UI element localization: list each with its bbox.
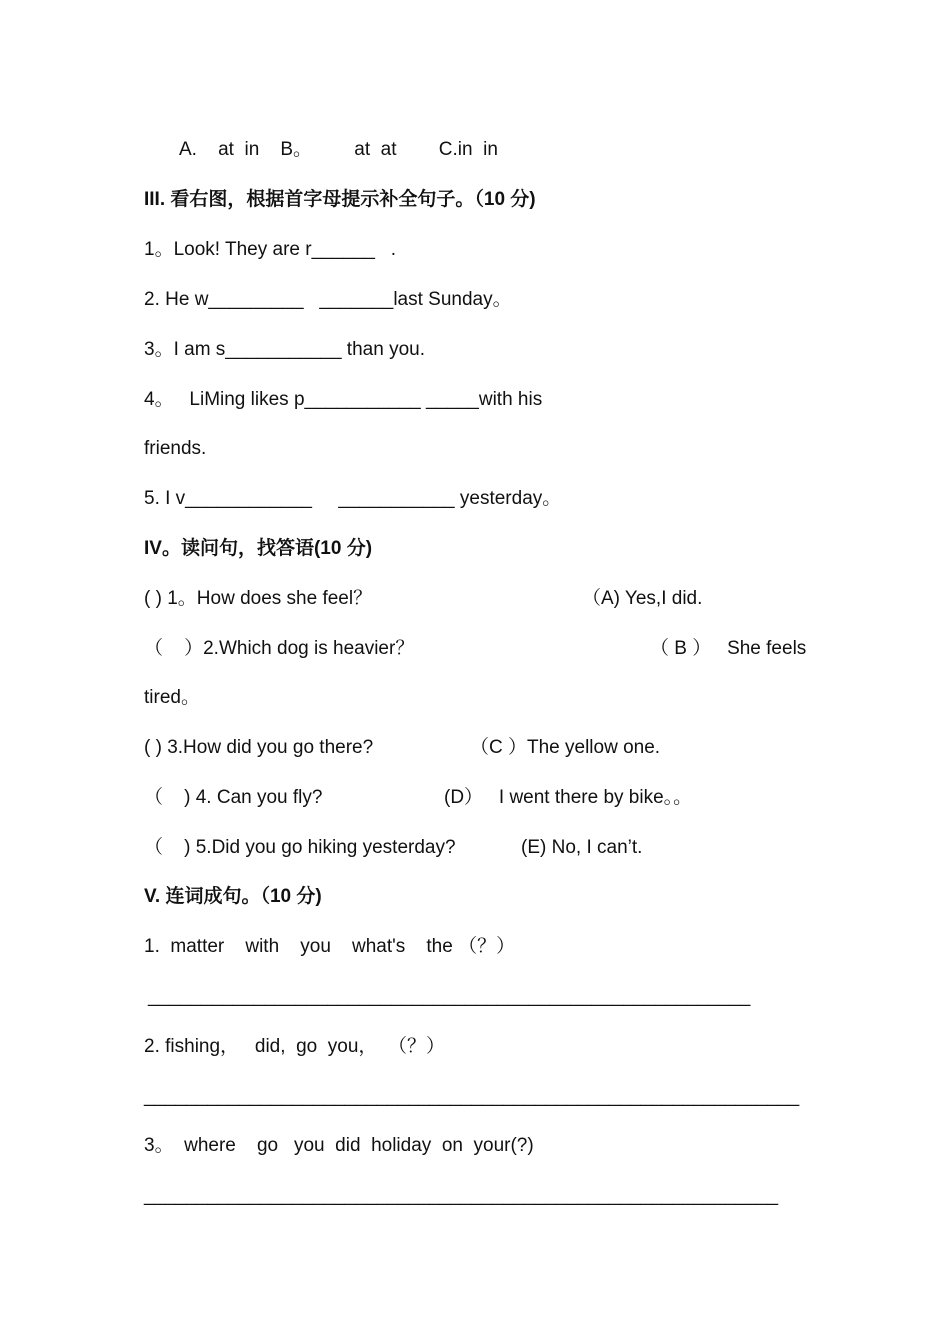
word-order-2: 2. fishing， did, go you， （？） <box>144 1036 445 1057</box>
fill-sentence-4: 4。 LiMing likes p___________ _____with his <box>144 389 543 410</box>
answer-b: （ B ） She feels <box>650 638 807 659</box>
answer-c: （C ）The yellow one. <box>470 737 661 758</box>
section-3-heading: III. 看右图，根据首字母提示补全句子。（10 分) <box>144 189 536 210</box>
answer-d: (D） I went there by bike。。 <box>444 787 693 808</box>
answer-e: (E) No, I can’t. <box>521 837 643 858</box>
word-order-1: 1. matter with you what's the （？） <box>144 936 516 957</box>
answer-line-3[interactable]: ____________________________________________________________ <box>144 1185 779 1206</box>
question-2: （ ）2.Which dog is heavier？ <box>144 638 415 659</box>
word-order-3: 3。 where go you did holiday on your(?) <box>144 1135 534 1156</box>
question-3: ( ) 3.How did you go there? <box>144 737 374 758</box>
fill-sentence-3: 3。I am s___________ than you. <box>144 339 425 360</box>
question-5: （ ) 5.Did you go hiking yesterday? <box>144 837 456 858</box>
q2-options: A. at in B。 at at C.in in <box>179 139 498 160</box>
answer-b-continued: tired。 <box>144 687 200 708</box>
answer-line-1[interactable]: _________________________________________________________ <box>148 986 751 1007</box>
question-4: （ ) 4. Can you fly? <box>144 787 323 808</box>
answer-a: （A) Yes,I did. <box>582 588 703 609</box>
fill-sentence-2: 2. He w_________ _______last Sunday。 <box>144 289 512 310</box>
fill-sentence-1: 1。Look! They are r______ . <box>144 239 397 260</box>
section-4-heading: IV。读问句，找答语(10 分) <box>144 538 373 559</box>
fill-sentence-5: 5. I v____________ ___________ yesterday。 <box>144 488 562 509</box>
section-5-heading: V. 连词成句。（10 分) <box>144 886 322 907</box>
fill-sentence-4-continued: friends. <box>144 438 207 459</box>
question-1: ( ) 1。How does she feel？ <box>144 588 373 609</box>
answer-line-2[interactable]: ______________________________________________________________ <box>144 1086 800 1107</box>
